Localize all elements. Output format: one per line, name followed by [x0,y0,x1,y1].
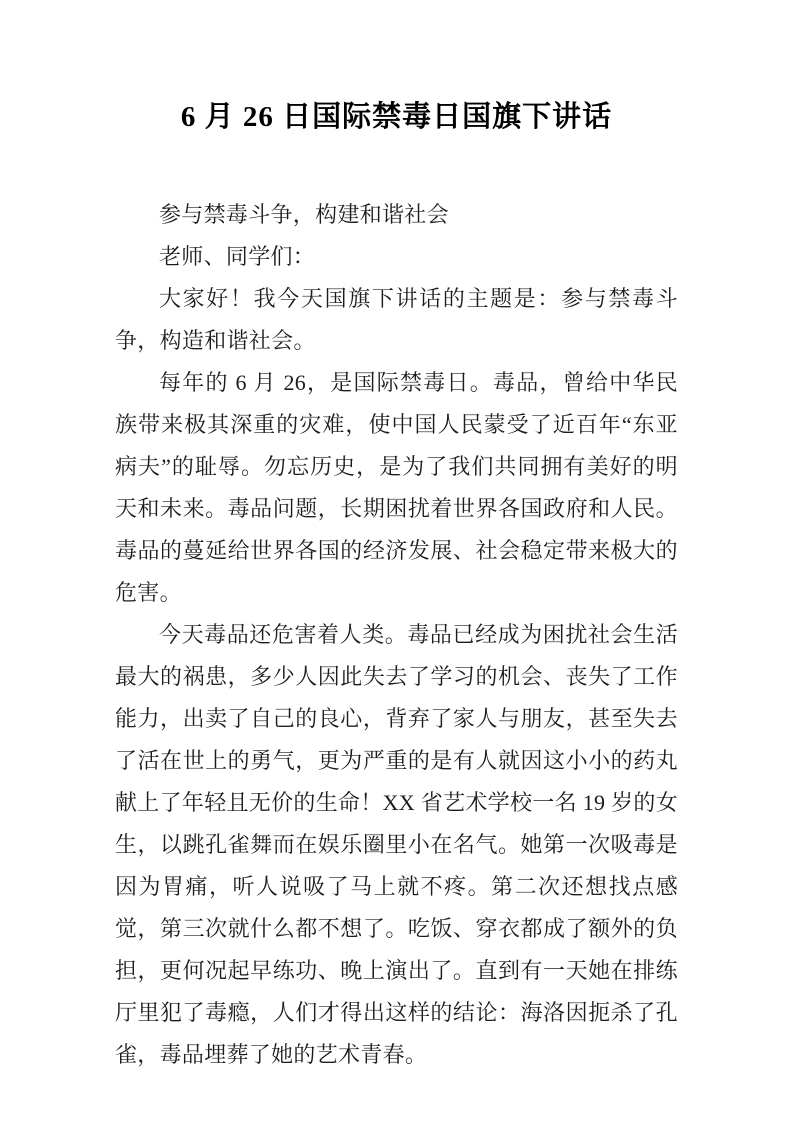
document-body [115,194,678,1076]
paragraph-story: 今天毒品还危害着人类。毒品已经成为困扰社会生活最大的祸患，多少人因此失去了学习的机会、丧失了工作能力，出卖了自己的良心，背弃了家人与朋友，甚至失去了活在世上的勇气，更为严重的是有人就因这小小的药丸献上了年轻且无价的生命！XX 省艺术学校一名 19 岁的女生，以跳孔雀舞而在娱乐圈里小在名气。她第一次吸毒是因为胃痛，听人说吸了马上就不疼。第二次还想找点感觉，第三次就什么都不想了。吃饭、穿衣都成了额外的负担，更何况起早练功、晚上演出了。直到有一天她在排练厅里犯了毒瘾，人们才得出这样的结论：海洛因扼杀了孔雀，毒品埋葬了她的艺术青春。 [115,622,678,1067]
paragraph-salutation: 老师、同学们： [159,244,316,269]
paragraph-intro: 大家好！我今天国旗下讲话的主题是：参与禁毒斗争，构造和谐社会。 [115,286,678,353]
document-title: 6 月 26 日国际禁毒日国旗下讲话 [180,101,613,133]
paragraph-subtitle: 参与禁毒斗争，构建和谐社会 [159,202,449,227]
paragraph-history: 每年的 6 月 26，是国际禁毒日。毒品，曾给中华民族带来极其深重的灾难，使中国人民蒙受了近百年“东亚病夫”的耻辱。勿忘历史，是为了我们共同拥有美好的明天和未来。毒品问题，长期困扰着世界各国政府和人民。毒品的蔓延给世界各国的经济发展、社会稳定带来极大的危害。 [115,370,678,605]
